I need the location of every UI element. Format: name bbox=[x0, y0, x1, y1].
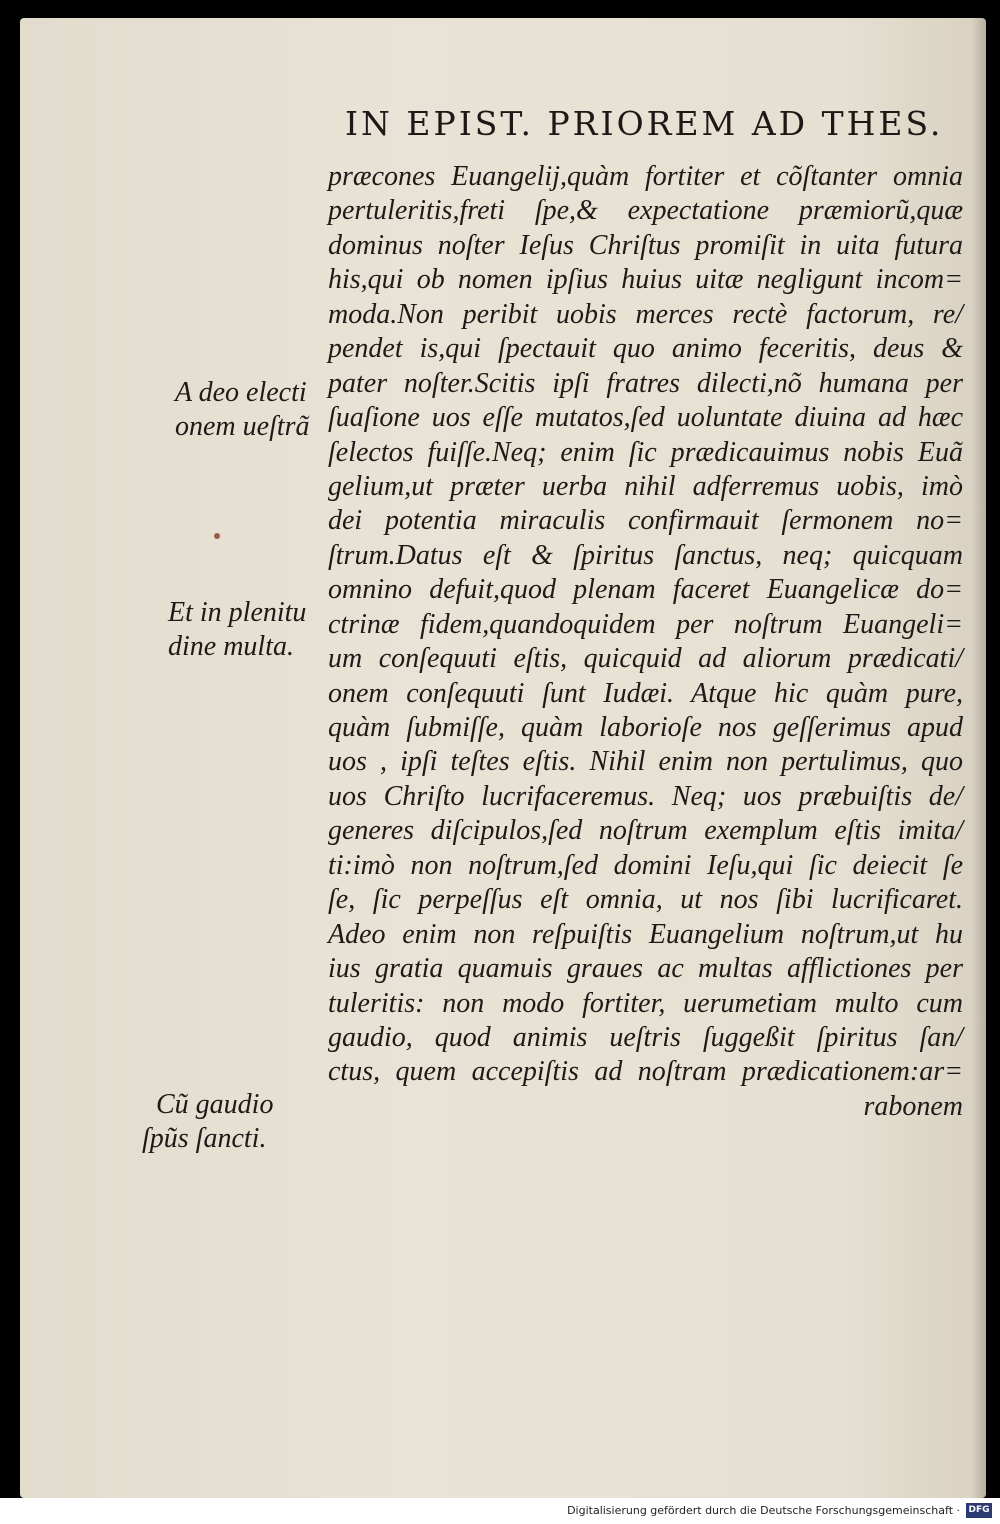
body-text bbox=[328, 160, 963, 1124]
running-header: IN EPIST. PRIOREM AD THES. bbox=[345, 104, 944, 143]
text-line: dominus noſter Ieſus Chriſtus promiſit in uita futura bbox=[328, 229, 963, 261]
text-line: ius gratia quamuis graues ac multas afflictiones per bbox=[328, 953, 963, 985]
margin-note-3-line1: Cũ gaudio bbox=[156, 1089, 274, 1120]
margin-note-2-line2: dine multa. bbox=[168, 631, 294, 662]
text-line: dei potentia miraculis confirmauit ſermonem no= bbox=[328, 505, 963, 537]
text-line: ſe, ſic perpeſſus eſt omnia, ut nos ſibi lucrificaret. bbox=[328, 884, 963, 916]
text-line: pendet is,qui ſpectauit quo animo feceritis, deus & bbox=[328, 333, 963, 365]
text-line: gelium,ut præter uerba nihil adferremus uobis, imò bbox=[328, 470, 963, 502]
text-line: præcones Euangelij,quàm fortiter et cõſtanter omnia bbox=[328, 161, 963, 192]
footer-bar bbox=[0, 1498, 1000, 1524]
text-line: tuleritis: non modo fortiter, uerumetiam multo cum bbox=[328, 987, 963, 1019]
text-line: pertuleritis,freti ſpe,& expectatione præmiorũ,quæ bbox=[328, 195, 963, 227]
text-line: Adeo enim non reſpuiſtis Euangelium noſtrum,ut hu bbox=[328, 918, 963, 950]
funding-credit: Digitalisierung gefördert durch die Deutsche Forschungsgemeinschaft · bbox=[567, 1504, 960, 1517]
book-page bbox=[20, 18, 986, 1498]
margin-note-2 bbox=[168, 596, 306, 664]
text-line: generes diſcipulos,ſed noſtrum exemplum eſtis imita/ bbox=[328, 815, 963, 847]
text-line: uos Chriſto lucrifaceremus. Neq; uos præbuiſtis de/ bbox=[328, 780, 963, 812]
text-line: quàm ſubmiſſe, quàm laborioſe nos geſſerimus apud bbox=[328, 712, 963, 743]
text-line: moda.Non peribit uobis merces rectè factorum, re/ bbox=[328, 298, 963, 330]
margin-note-2-line1: Et in plenitu bbox=[168, 597, 307, 628]
page-edge-shadow bbox=[972, 18, 986, 1498]
dfg-logo: DFG bbox=[966, 1503, 992, 1518]
text-line: pater noſter.Scitis ipſi fratres dilecti,nõ humana per bbox=[328, 367, 963, 399]
text-line: gaudio, quod animis ueſtris ſuggeßit ſpiritus ſan/ bbox=[328, 1021, 963, 1053]
margin-note-3 bbox=[142, 1088, 273, 1156]
text-line: ti:imò non noſtrum,ſed domini Ieſu,qui ſic deiecit ſe bbox=[328, 849, 963, 881]
text-line: ſelectos fuiſſe.Neq; enim ſic prædicauimus nobis Euã bbox=[328, 436, 963, 468]
text-line: ſuaſione uos eſſe mutatos,ſed uoluntate diuina ad hæc bbox=[328, 402, 963, 434]
margin-note-1-line1: A deo electi bbox=[175, 377, 307, 408]
margin-note-1 bbox=[175, 376, 310, 444]
catchword: rabonem bbox=[863, 1090, 963, 1122]
ink-spot bbox=[214, 533, 220, 539]
text-line: ſtrum.Datus eſt & ſpiritus ſanctus, neq; quicquam bbox=[328, 539, 963, 571]
margin-note-3-line2: ſpũs ſancti. bbox=[142, 1123, 267, 1154]
margin-note-1-line2: onem ueſtrã bbox=[175, 411, 310, 442]
text-line: ctrinæ fidem,quandoquidem per noſtrum Euangeli= bbox=[328, 608, 963, 640]
text-line: uos , ipſi teſtes eſtis. Nihil enim non pertulimus, quo bbox=[328, 746, 963, 778]
text-line: onem conſequuti ſunt Iudæi. Atque hic quàm pure, bbox=[328, 677, 963, 709]
text-line: ctus, quem accepiſtis ad noſtram prædicationem:ar= bbox=[328, 1056, 963, 1088]
text-line: omnino defuit,quod plenam faceret Euangelicæ do= bbox=[328, 574, 963, 606]
text-line: his,qui ob nomen ipſius huius uitæ negligunt incom= bbox=[328, 264, 963, 296]
text-line: um conſequuti eſtis, quicquid ad aliorum prædicati/ bbox=[328, 643, 963, 675]
